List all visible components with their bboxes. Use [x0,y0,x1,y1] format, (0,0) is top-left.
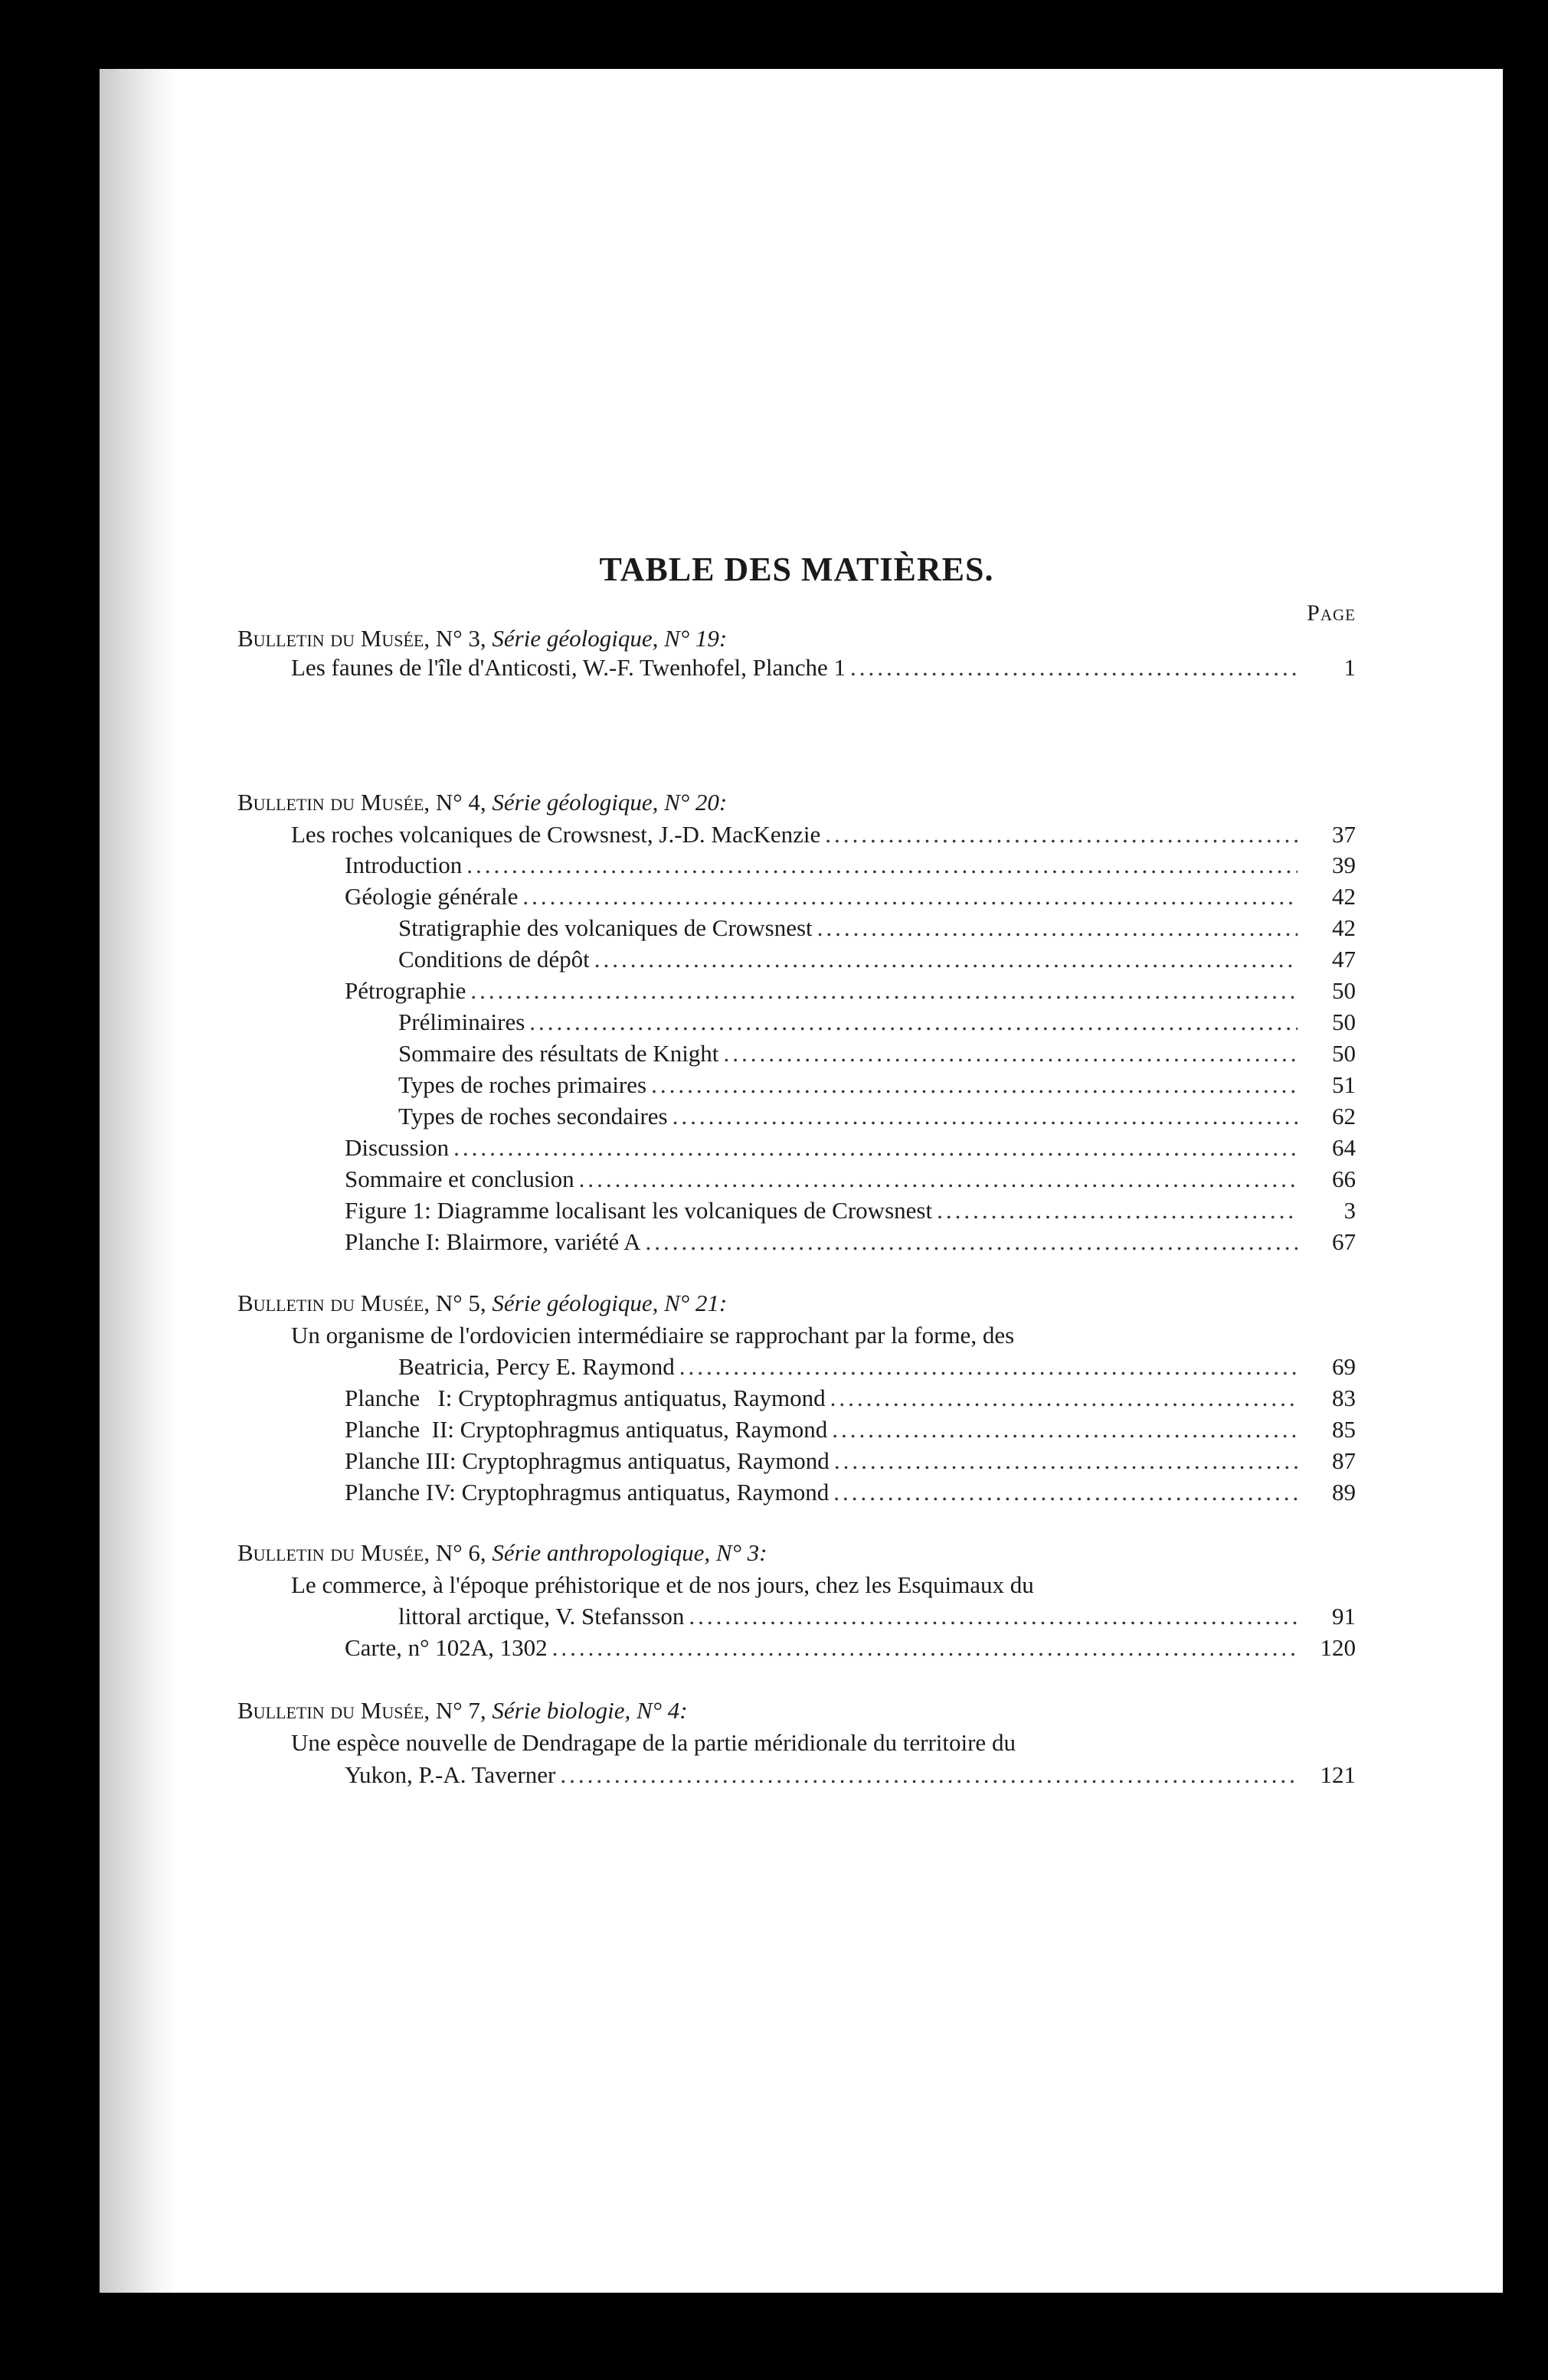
leader-dots [833,1477,1298,1508]
leader-dots [594,944,1298,975]
toc-entry-page: 89 [1332,1479,1356,1505]
toc-entry [398,1101,1356,1132]
bulletin-series: Série biologie, N° 4: [492,1697,688,1724]
page-title: TABLE DES MATIÈRES. [599,551,994,588]
toc-entry-title: littoral arctique, V. Stefansson [398,1603,685,1630]
toc-entry [345,1760,1356,1790]
toc-entry [345,1227,1356,1257]
toc-entry-page: 1 [1343,654,1356,681]
toc-entry-title: Types de roches secondaires [398,1103,668,1130]
toc-entry-page: 62 [1332,1103,1356,1130]
toc-entry-title: Planche III: Cryptophragmus antiquatus, Raymond [345,1447,830,1474]
toc-entry-title: Beatricia, Percy E. Raymond [398,1353,675,1380]
toc-entry-page: 50 [1332,1040,1356,1067]
leader-dots [850,652,1298,683]
leader-dots [817,913,1298,943]
toc-entry-page: 66 [1332,1165,1356,1192]
leader-dots [466,850,1298,881]
toc-entry-title: Yukon, P.-A. Taverner [345,1761,556,1788]
leader-dots [825,819,1298,850]
bulletin-label: Bulletin du Musée, N° 3, [237,625,493,652]
toc-entry [345,1477,1356,1508]
toc-entry-page: 47 [1332,946,1356,973]
toc-entry-title: Géologie générale [345,883,519,910]
page-spine-shadow [100,69,176,2293]
leader-dots [937,1195,1298,1226]
toc-entry-page: 64 [1332,1134,1356,1161]
toc-entry-title: Discussion [345,1134,450,1161]
toc-entry-page: 121 [1320,1761,1356,1788]
toc-entry-title: Planche IV: Cryptophragmus antiquatus, Raymond [345,1479,830,1505]
bulletin-series: Série anthropologique, N° 3: [492,1539,767,1566]
page-column-header: Page [1307,600,1356,626]
toc-entry-title: Introduction [345,852,463,878]
toc-entry-page: 85 [1332,1416,1356,1443]
toc-entry [291,652,1356,683]
toc-entry-page: 87 [1332,1447,1356,1474]
toc-entry [398,944,1356,975]
leader-dots [529,1007,1298,1038]
leader-dots [646,1227,1298,1257]
leader-dots [552,1633,1298,1663]
toc-entry [345,1633,1356,1663]
leader-dots [453,1133,1298,1163]
bulletin-label: Bulletin du Musée, N° 4, [237,789,493,816]
toc-entry [345,1195,1356,1226]
bulletin-label: Bulletin du Musée, N° 6, [237,1539,493,1566]
toc-entry-page: 42 [1332,914,1356,941]
toc-entry-page: 50 [1332,1009,1356,1035]
toc-entry-page: 50 [1332,977,1356,1004]
bulletin-label: Bulletin du Musée, N° 5, [237,1290,493,1316]
toc-entry [398,913,1356,943]
toc-entry-title: Types de roches primaires [398,1071,647,1098]
toc-entry [345,881,1356,912]
toc-entry-title: Préliminaires [398,1009,525,1035]
toc-entry-page: 3 [1343,1197,1356,1224]
bulletin-label: Bulletin du Musée, N° 7, [237,1697,493,1724]
bulletin-heading [237,1695,1356,1726]
toc-entry-title: Sommaire des résultats de Knight [398,1040,719,1067]
leader-dots [673,1101,1298,1132]
toc-entry [345,1164,1356,1195]
toc-entry-page: 120 [1320,1634,1356,1661]
bulletin-heading [237,787,1356,818]
bulletin-series: Série géologique, N° 21: [492,1290,728,1316]
leader-dots [723,1038,1298,1069]
bulletin-heading [237,1538,1356,1568]
toc-entry-title: Les roches volcaniques de Crowsnest, J.-D. MacKenzie [291,821,821,848]
document-page [100,69,1503,2293]
toc-entry [398,1038,1356,1069]
toc-entry-title: Planche II: Cryptophragmus antiquatus, Raymond [345,1416,828,1443]
toc-entry-title: Un organisme de l'ordovicien intermédiaire se rapprochant par la forme, des [291,1322,1015,1349]
leader-dots [830,1383,1298,1414]
toc-entry [345,1133,1356,1163]
leader-dots [832,1414,1298,1445]
toc-entry-title: Pétrographie [345,977,466,1004]
bulletin-heading [237,1288,1356,1319]
toc-entry-page: 37 [1332,821,1356,848]
toc-entry-title: Conditions de dépôt [398,946,590,973]
toc-entry [345,976,1356,1006]
toc-entry-page: 67 [1332,1228,1356,1255]
toc-entry-title: Une espèce nouvelle de Dendragape de la partie méridionale du territoire du [291,1729,1016,1756]
leader-dots [834,1446,1298,1476]
leader-dots [679,1352,1298,1382]
toc-entry-title: Stratigraphie des volcaniques de Crowsnest [398,914,813,941]
toc-entry-title: Le commerce, à l'époque préhistorique et de nos jours, chez les Esquimaux du [291,1571,1034,1598]
leader-dots [689,1601,1298,1632]
leader-dots [579,1164,1298,1195]
toc-entry [398,1352,1356,1382]
leader-dots [560,1760,1298,1790]
toc-entry [345,1446,1356,1476]
toc-entry-title: Sommaire et conclusion [345,1165,574,1192]
bulletin-series: Série géologique, N° 20: [492,789,728,816]
toc-entry-title: Planche I: Blairmore, variété A [345,1228,641,1255]
toc-entry-page: 51 [1332,1071,1356,1098]
toc-entry-page: 83 [1332,1385,1356,1411]
leader-dots [470,976,1298,1006]
toc-entry [345,850,1356,881]
toc-entry-page: 39 [1332,852,1356,878]
toc-entry-title: Figure 1: Diagramme localisant les volcaniques de Crowsnest [345,1197,933,1224]
toc-entry-title: Planche I: Cryptophragmus antiquatus, Raymond [345,1385,826,1411]
toc-entry [398,1070,1356,1100]
toc-entry-title: Carte, n° 102A, 1302 [345,1634,548,1661]
toc-entry [398,1601,1356,1632]
toc-entry [398,1007,1356,1038]
bulletin-series: Série géologique, N° 19: [492,625,728,652]
leader-dots [651,1070,1298,1100]
leader-dots [522,881,1298,912]
toc-entry-title: Les faunes de l'île d'Anticosti, W.-F. Twenhofel, Planche 1 [291,654,846,681]
bulletin-heading [237,623,1356,654]
toc-entry [345,1383,1356,1414]
toc-entry [291,819,1356,850]
toc-entry [345,1414,1356,1445]
toc-entry-page: 69 [1332,1353,1356,1380]
toc-entry-page: 42 [1332,883,1356,910]
toc-entry-page: 91 [1332,1603,1356,1630]
